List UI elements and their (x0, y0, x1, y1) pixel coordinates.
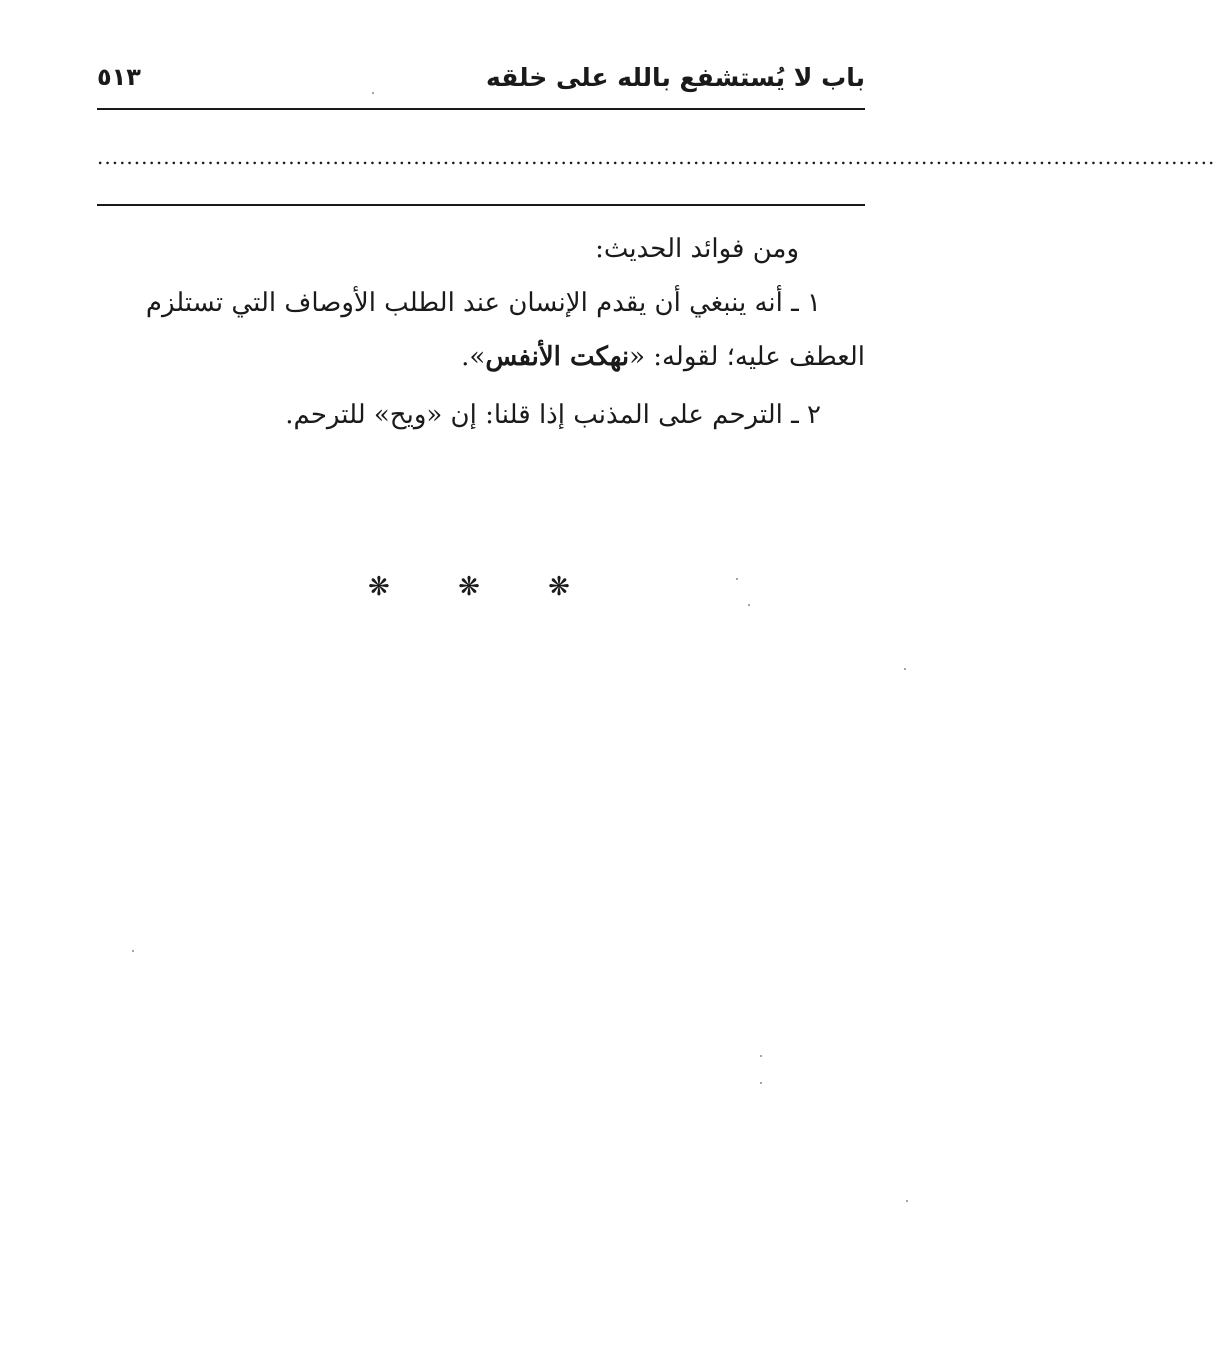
benefit-item-1 (97, 276, 865, 384)
page-number: ٥١٣ (97, 63, 141, 91)
benefit-1-tail: ». (461, 342, 486, 372)
scan-speck (760, 1082, 762, 1084)
benefit-item-2: ٢ ـ الترحم على المذنب إذا قلنا: إن «ويح» للترحم. (285, 400, 821, 430)
scan-speck (760, 1055, 762, 1057)
scan-speck (132, 950, 134, 952)
page-header (97, 52, 865, 102)
benefit-1-text: ١ ـ أنه ينبغي أن يقدم الإنسان عند الطلب الأوصاف التي تستلزم العطف عليه؛ لقوله: « (145, 288, 865, 372)
main-text (97, 222, 865, 442)
scan-speck (736, 578, 738, 580)
section-rule (97, 204, 865, 206)
scan-speck (906, 1200, 908, 1202)
scan-speck (372, 92, 374, 94)
scan-speck (748, 604, 750, 606)
benefits-intro: ومن فوائد الحديث: (595, 234, 799, 264)
header-rule (97, 108, 865, 110)
dotted-ellipsis-line: ........................................................................................................................................................ (97, 145, 1215, 169)
scan-speck (904, 668, 906, 670)
asterism-separator: ❋ ❋ ❋ (368, 572, 600, 602)
chapter-title: باب لا يُستشفع بالله على خلقه (485, 62, 865, 92)
benefit-1-quote: نهكت الأنفس (485, 342, 630, 372)
